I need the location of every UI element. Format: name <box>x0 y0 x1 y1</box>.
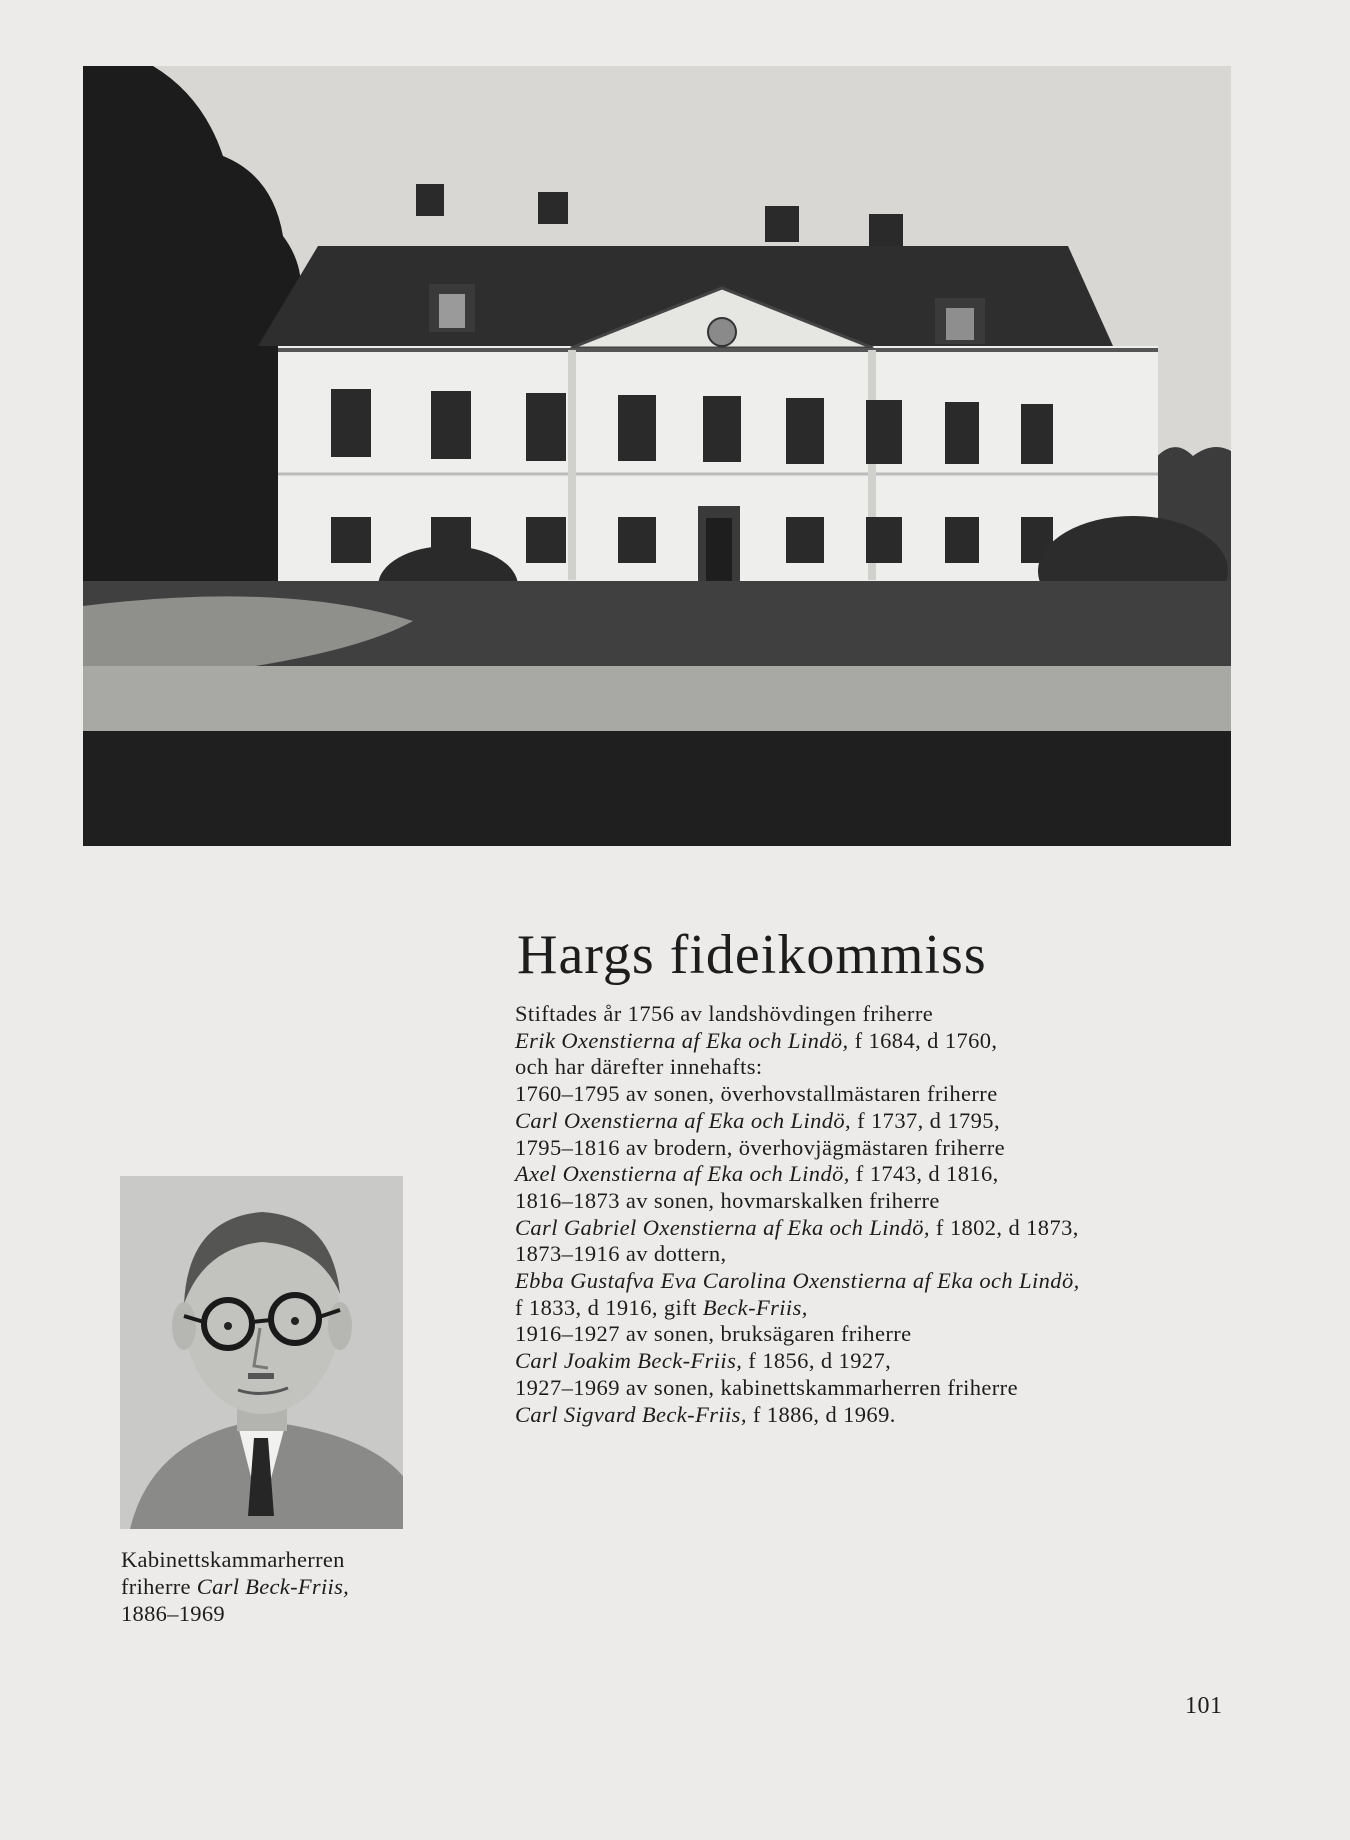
text-line <box>515 1108 1215 1135</box>
text-run: Stiftades år 1756 av landshövdingen friherre <box>515 1001 934 1026</box>
text-run: 1816–1873 av sonen, hovmarskalken friherre <box>515 1187 940 1213</box>
caption-line <box>121 1573 441 1600</box>
manor-house-illustration <box>83 66 1231 846</box>
manor-house-photo <box>83 66 1231 846</box>
text-run: f 1833, d 1916, gift <box>515 1294 703 1320</box>
italic-name: Ebba Gustafva Eva Carolina Oxenstierna af Eka och Lindö, <box>515 1268 1080 1294</box>
text-line <box>515 1321 1215 1348</box>
text-run: f 1802, d 1873, <box>929 1214 1079 1240</box>
text-run: f 1737, d 1795, <box>851 1107 1000 1133</box>
text-run: friherre <box>121 1574 197 1599</box>
text-run: 1927–1969 av sonen, kabinettskammarherren friherre <box>515 1374 1018 1400</box>
text-run: f 1743, d 1816, <box>849 1161 999 1187</box>
italic-name: Carl Joakim Beck-Friis, <box>515 1348 743 1374</box>
text-run: f 1684, d 1760, <box>848 1027 998 1053</box>
text-line <box>515 1348 1215 1375</box>
text-run: Kabinettskammarherren <box>121 1547 345 1572</box>
text-run: 1916–1927 av sonen, bruksägaren friherre <box>515 1321 912 1347</box>
italic-name: Carl Beck-Friis, <box>196 1574 350 1599</box>
text-run: och har därefter innehafts: <box>515 1054 763 1080</box>
page-title: Hargs fideikommiss <box>517 924 987 986</box>
text-line <box>515 1054 1215 1081</box>
text-line <box>515 1215 1215 1242</box>
italic-name: Axel Oxenstierna af Eka och Lindö, <box>515 1161 850 1187</box>
succession-text <box>515 1001 1215 1428</box>
text-line <box>515 1241 1215 1268</box>
italic-name: Carl Gabriel Oxenstierna af Eka och Lindö, <box>515 1214 930 1240</box>
text-line <box>515 1402 1215 1429</box>
text-line <box>515 1268 1215 1295</box>
text-line <box>515 1188 1215 1215</box>
text-run: 1795–1816 av brodern, överhovjägmästaren friherre <box>515 1134 1006 1160</box>
text-line <box>515 1295 1215 1322</box>
text-line <box>515 1081 1215 1108</box>
caption-line <box>121 1600 441 1627</box>
italic-name: Carl Sigvard Beck-Friis, <box>515 1401 747 1427</box>
portrait-caption <box>121 1546 441 1627</box>
text-line <box>515 1375 1215 1402</box>
italic-name: Erik Oxenstierna af Eka och Lindö, <box>515 1027 849 1053</box>
italic-name: Beck-Friis, <box>702 1294 808 1320</box>
text-run: f 1886, d 1969. <box>746 1401 896 1427</box>
text-run: f 1856, d 1927, <box>742 1348 892 1374</box>
portrait-illustration <box>120 1176 403 1529</box>
text-run: 1760–1795 av sonen, överhovstallmästaren friherre <box>515 1081 998 1107</box>
text-run: 1873–1916 av dottern, <box>515 1241 727 1267</box>
text-line <box>515 1161 1215 1188</box>
italic-name: Carl Oxenstierna af Eka och Lindö, <box>515 1107 852 1133</box>
text-line <box>515 1001 1215 1028</box>
text-line <box>515 1135 1215 1162</box>
text-line <box>515 1028 1215 1055</box>
text-run: 1886–1969 <box>121 1601 225 1626</box>
caption-line <box>121 1546 441 1573</box>
portrait-photo <box>120 1176 403 1529</box>
page-number: 101 <box>1185 1693 1223 1719</box>
